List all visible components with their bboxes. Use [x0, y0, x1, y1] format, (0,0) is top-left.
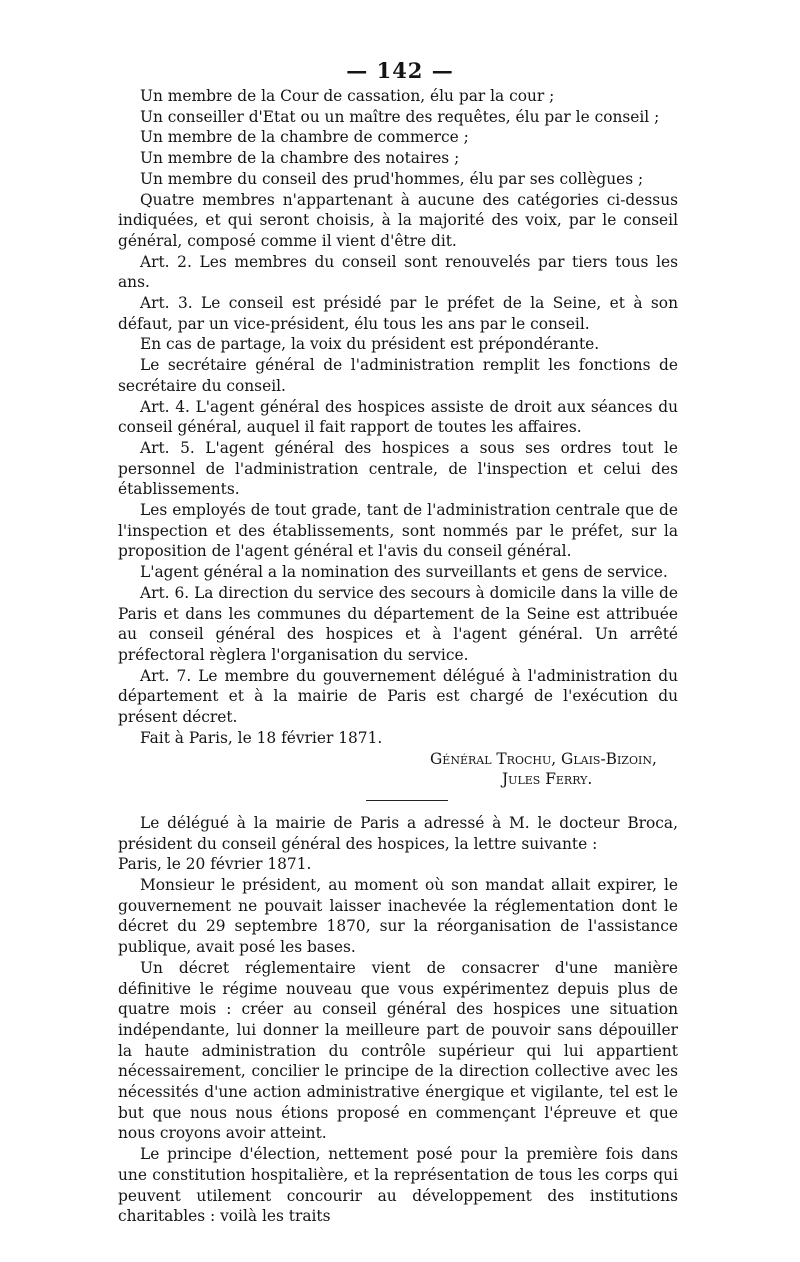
letter-paragraph: Un décret réglementaire vient de consacrer d'une manière définitive le régime nouveau que vous expérimentez depuis plus de quatre mois : créer au conseil général des hospices une situation indépendante, lui donner la meilleure part de pouvoir sans dépouiller la haute administration du contrôle supérieur qui lui appartient nécessairement, concilier le principe de la direction collective avec les nécessités d'une action administrative énergique et vigilante, tel est le but que nous nous étions proposé en commençant l'épreuve et que nous croyons avoir atteint. [118, 958, 678, 1143]
signature-line: Général Trochu, Glais-Bizoin, [430, 749, 657, 768]
signature-line: Jules Ferry. [502, 770, 593, 789]
section-divider [366, 800, 448, 801]
paragraph: Quatre membres n'appartenant à aucune des catégories ci-dessus indiquées, et qui seront choisis, à la majorité des voix, par le conseil général, composé comme il vient d'être dit. [118, 190, 678, 250]
page-number: — 142 — [346, 58, 454, 83]
paragraph: Un conseiller d'Etat ou un maître des requêtes, élu par le conseil ; [140, 107, 660, 126]
paragraph: En cas de partage, la voix du président est prépondérante. [140, 335, 600, 354]
letter-paragraph: Monsieur le président, au moment où son mandat allait expirer, le gouvernement ne pouvait laisser inachevée la réglementation dont le décret du 29 septembre 1870, sur la réorganisation de l'assistance publique, avait posé les bases. [118, 876, 678, 957]
paragraph: Les employés de tout grade, tant de l'administration centrale que de l'inspection et des établissements, sont nommés par le préfet, sur la proposition de l'agent général et l'avis du conseil général. [118, 501, 678, 561]
page-body [118, 86, 678, 1227]
signature-block [430, 749, 678, 790]
article-5: Art. 5. L'agent général des hospices a sous ses ordres tout le personnel de l'administration centrale, de l'inspection et celui des établissements. [118, 438, 678, 499]
paragraph: Un membre de la chambre de commerce ; [140, 128, 469, 147]
paragraph: Un membre de la chambre des notaires ; [140, 149, 460, 168]
letter-dateline: Paris, le 20 février 1871. [118, 855, 312, 874]
article-4: Art. 4. L'agent général des hospices assiste de droit aux séances du conseil général, auquel il fait rapport de toutes les affaires. [118, 397, 678, 437]
letter-paragraph: Le principe d'élection, nettement posé pour la première fois dans une constitution hospitalière, et la représentation de tous les corps qui peuvent utilement concourir au développement des institutions charitables : voilà les traits [118, 1145, 678, 1226]
article-6: Art. 6. La direction du service des secours à domicile dans la ville de Paris et dans les communes du département de la Seine est attribuée au conseil général des hospices et à l'agent général. Un arrêté préfectoral règlera l'organisation du service. [118, 583, 678, 664]
letter-intro: Le délégué à la mairie de Paris a adressé à M. le docteur Broca, président du conseil général des hospices, la lettre suivante : [118, 813, 678, 853]
paragraph: Un membre du conseil des prud'hommes, élu par ses collègues ; [140, 169, 644, 188]
decree-date: Fait à Paris, le 18 février 1871. [140, 728, 383, 747]
article-3: Art. 3. Le conseil est présidé par le préfet de la Seine, et à son défaut, par un vice-président, élu tous les ans par le conseil. [118, 294, 678, 333]
paragraph: L'agent général a la nomination des surveillants et gens de service. [140, 563, 668, 582]
paragraph: Le secrétaire général de l'administration remplit les fonctions de secrétaire du conseil. [118, 356, 678, 395]
paragraph: Un membre de la Cour de cassation, élu par la cour ; [140, 87, 555, 105]
article-2: Art. 2. Les membres du conseil sont renouvelés par tiers tous les ans. [118, 252, 678, 292]
article-7: Art. 7. Le membre du gouvernement délégué à l'administration du département et à la mairie de Paris est chargé de l'exécution du présent décret. [118, 666, 678, 727]
